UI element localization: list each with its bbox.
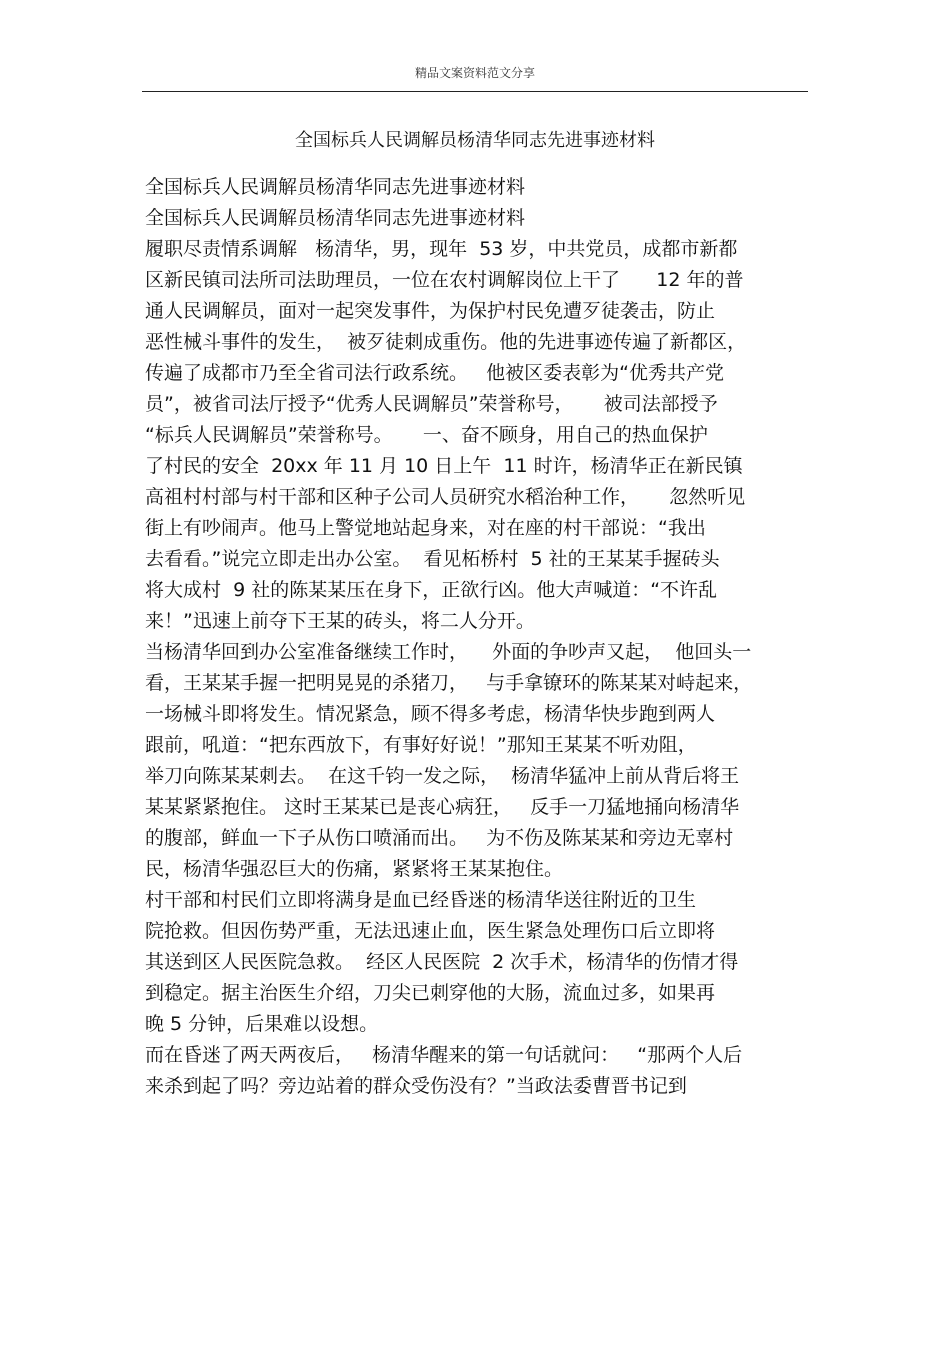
body-line: 民，杨清华强忍巨大的伤痛，紧紧将王某某抱住。 [145, 858, 564, 880]
document-body [145, 172, 809, 1102]
body-line: 一场械斗即将发生。情况紧急，顾不得多考虑，杨清华快步跑到两人 [145, 703, 716, 725]
header-divider [142, 91, 808, 92]
body-line: 高祖村村部与村干部和区种子公司人员研究水稻治种工作， 忽然听见 [145, 486, 746, 508]
body-line: 去看看。”说完立即走出办公室。 看见柘桥村 5 社的王某某手握砖头 [145, 548, 720, 570]
body-line: 看，王某某手握一把明晃晃的杀猪刀， 与手拿镣环的陈某某对峙起来， [145, 672, 753, 694]
body-line: 来杀到起了吗？旁边站着的群众受伤没有？”当政法委曹晋书记到 [145, 1075, 687, 1097]
body-line: 的腹部，鲜血一下子从伤口喷涌而出。 为不伤及陈某某和旁边无辜村 [145, 827, 734, 849]
body-line: 传遍了成都市乃至全省司法行政系统。 他被区委表彰为“优秀共产党 [145, 362, 724, 384]
body-line: 履职尽责情系调解 杨清华，男，现年 53 岁，中共党员，成都市新都 [145, 238, 738, 260]
body-line: 而在昏迷了两天两夜后， 杨清华醒来的第一句话就问： “那两个人后 [145, 1044, 743, 1066]
body-line: 全国标兵人民调解员杨清华同志先进事迹材料 [145, 207, 526, 229]
body-line: 来！”迅速上前夺下王某的砖头，将二人分开。 [145, 610, 535, 632]
body-line: 村干部和村民们立即将满身是血已经昏迷的杨清华送往附近的卫生 [145, 889, 697, 911]
body-line: 某某紧紧抱住。 这时王某某已是丧心病狂， 反手一刀猛地捅向杨清华 [145, 796, 740, 818]
body-line: 晚 5 分钟，后果难以设想。 [145, 1013, 379, 1035]
body-line: 街上有吵闹声。他马上警觉地站起身来，对在座的村干部说：“我出 [145, 517, 706, 539]
body-line: 举刀向陈某某刺去。 在这千钧一发之际， 杨清华猛冲上前从背后将王 [145, 765, 740, 787]
body-line: 了村民的安全 20xx 年 11 月 10 日上午 11 时许，杨清华正在新民镇 [145, 455, 743, 477]
body-line: 到稳定。据主治医生介绍，刀尖已刺穿他的大肠，流血过多，如果再 [145, 982, 716, 1004]
body-line: 全国标兵人民调解员杨清华同志先进事迹材料 [145, 176, 526, 198]
body-line: 将大成村 9 社的陈某某压在身下，正欲行凶。他大声喊道：“不许乱 [145, 579, 718, 601]
page-header: 精品文案资料范文分享 [414, 66, 535, 80]
body-line: “标兵人民调解员”荣誉称号。 一、奋不顾身，用自己的热血保护 [145, 424, 708, 446]
body-line: 当杨清华回到办公室准备继续工作时， 外面的争吵声又起， 他回头一 [145, 641, 752, 663]
body-line: 区新民镇司法所司法助理员，一位在农村调解岗位上干了 12 年的普 [145, 269, 744, 291]
document-title: 全国标兵人民调解员杨清华同志先进事迹材料 [295, 130, 655, 151]
body-line: 员”，被省司法厅授予“优秀人民调解员”荣誉称号， 被司法部授予 [145, 393, 718, 415]
body-line: 院抢救。但因伤势严重，无法迅速止血，医生紧急处理伤口后立即将 [145, 920, 716, 942]
body-line: 通人民调解员，面对一起突发事件，为保护村民免遭歹徒袭击，防止 [145, 300, 716, 322]
body-line: 其送到区人民医院急救。 经区人民医院 2 次手术，杨清华的伤情才得 [145, 951, 739, 973]
body-line: 恶性械斗事件的发生， 被歹徒刺成重伤。他的先进事迹传遍了新都区， [145, 331, 747, 353]
body-line: 跟前，吼道：“把东西放下，有事好好说！”那知王某某不听劝阻， [145, 734, 697, 756]
